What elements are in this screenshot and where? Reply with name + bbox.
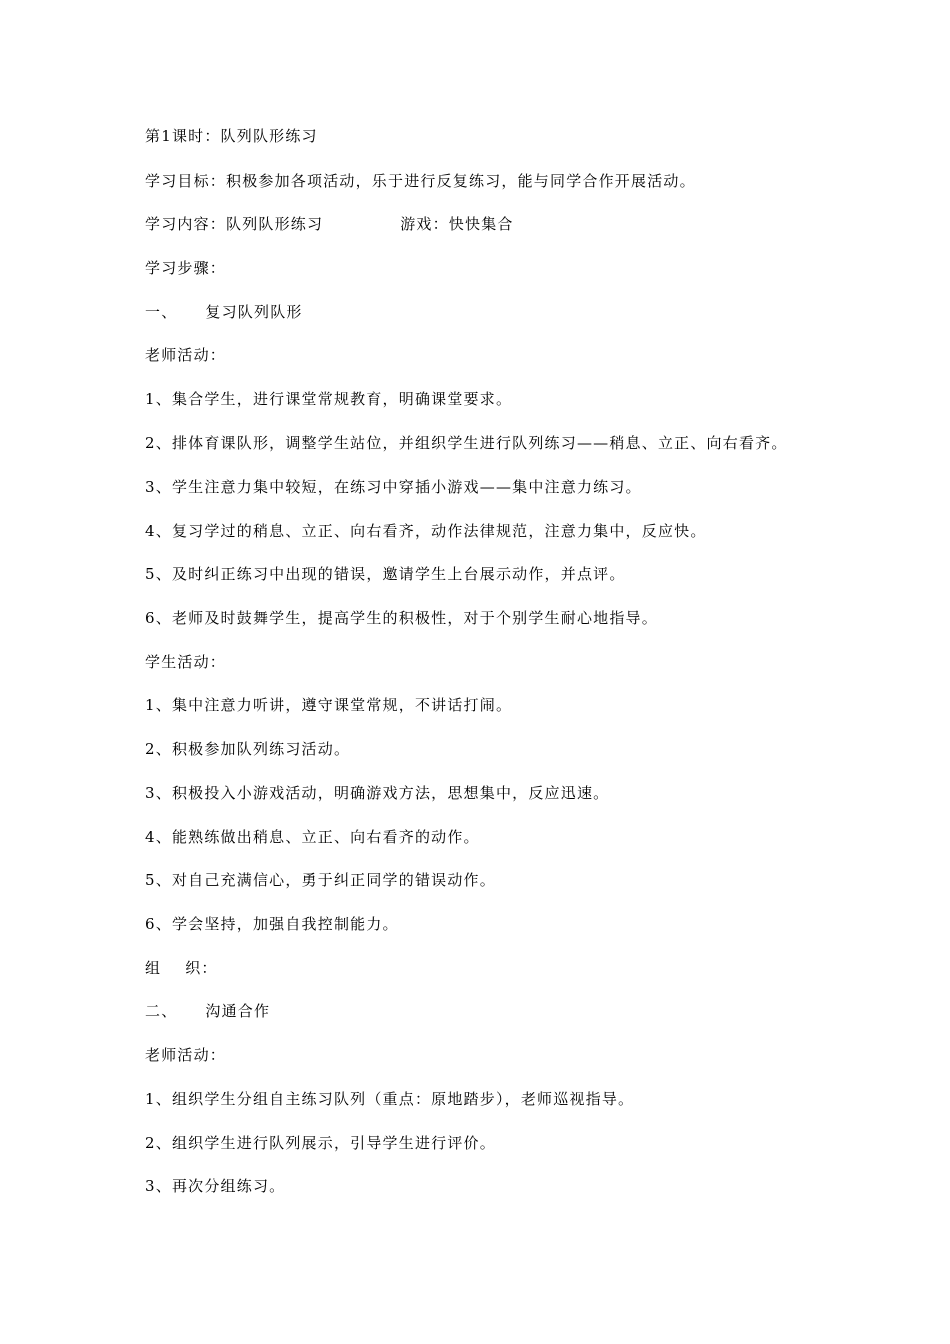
section-number: 一、 bbox=[145, 303, 178, 321]
content-label: 学习内容：队列队形练习 bbox=[145, 215, 324, 233]
teacher-activity-heading: 老师活动： bbox=[145, 346, 227, 364]
org-label-part2: 织： bbox=[185, 959, 218, 977]
section-title: 沟通合作 bbox=[205, 1002, 271, 1020]
section-title: 复习队列队形 bbox=[205, 303, 303, 321]
list-item: 5、对自己充满信心，勇于纠正同学的错误动作。 bbox=[145, 871, 496, 889]
list-item: 1、集合学生，进行课堂常规教育，明确课堂要求。 bbox=[145, 390, 513, 408]
section-heading bbox=[145, 1001, 270, 1021]
section-heading bbox=[145, 302, 303, 322]
steps-heading: 学习步骤： bbox=[145, 259, 227, 277]
list-item: 3、积极投入小游戏活动，明确游戏方法，思想集中，反应迅速。 bbox=[145, 784, 610, 802]
game-label: 游戏：快快集合 bbox=[400, 215, 514, 233]
student-activity-heading: 学生活动： bbox=[145, 653, 227, 671]
list-item: 4、能熟练做出稍息、立正、向右看齐的动作。 bbox=[145, 828, 480, 846]
list-item: 2、积极参加队列练习活动。 bbox=[145, 740, 351, 758]
list-item: 4、复习学过的稍息、立正、向右看齐，动作法律规范，注意力集中，反应快。 bbox=[145, 522, 707, 540]
list-item: 6、老师及时鼓舞学生，提高学生的积极性，对于个别学生耐心地指导。 bbox=[145, 609, 658, 627]
learning-objective: 学习目标：积极参加各项活动，乐于进行反复练习，能与同学合作开展活动。 bbox=[145, 172, 696, 190]
list-item: 2、组织学生进行队列展示，引导学生进行评价。 bbox=[145, 1134, 496, 1152]
teacher-activity-heading: 老师活动： bbox=[145, 1046, 227, 1064]
list-item: 1、组织学生分组自主练习队列（重点：原地踏步），老师巡视指导。 bbox=[145, 1090, 635, 1108]
section-number: 二、 bbox=[145, 1002, 178, 1020]
organization-label bbox=[145, 958, 218, 978]
list-item: 6、学会坚持，加强自我控制能力。 bbox=[145, 915, 399, 933]
org-label-part1: 组 bbox=[145, 959, 162, 977]
list-item: 2、排体育课队形，调整学生站位，并组织学生进行队列练习——稍息、立正、向右看齐。 bbox=[145, 434, 788, 452]
list-item: 5、及时纠正练习中出现的错误，邀请学生上台展示动作，并点评。 bbox=[145, 565, 626, 583]
learning-content bbox=[145, 214, 514, 234]
list-item: 3、再次分组练习。 bbox=[145, 1177, 286, 1195]
list-item: 1、集中注意力听讲，遵守课堂常规，不讲话打闹。 bbox=[145, 696, 513, 714]
list-item: 3、学生注意力集中较短，在练习中穿插小游戏——集中注意力练习。 bbox=[145, 478, 642, 496]
lesson-title: 第1课时：队列队形练习 bbox=[145, 127, 318, 145]
